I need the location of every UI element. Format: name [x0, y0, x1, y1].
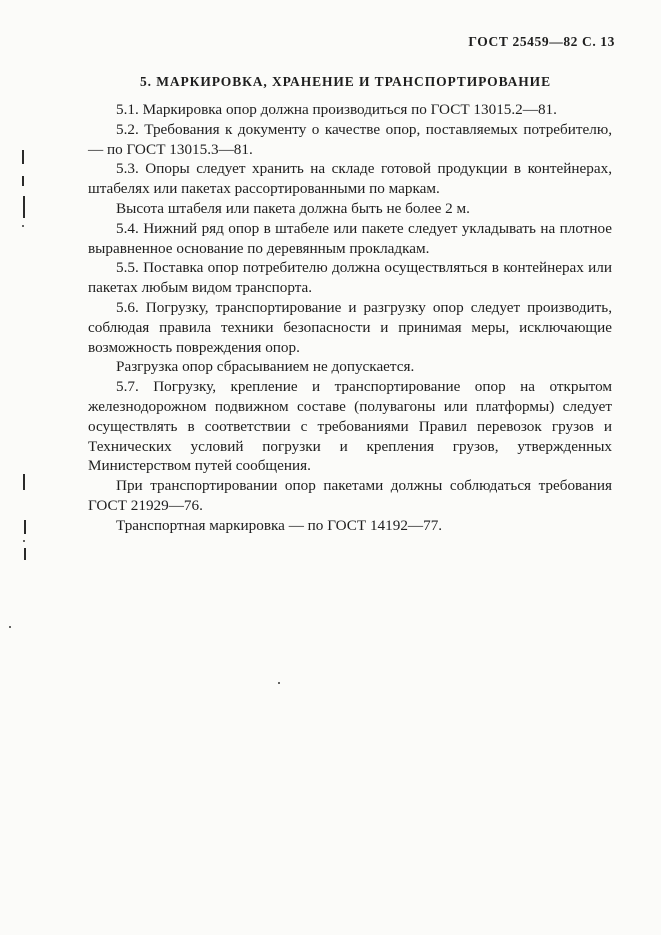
scan-mark: [23, 474, 25, 490]
paragraph-5-1: 5.1. Маркировка опор должна производиться по ГОСТ 13015.2—81.: [116, 101, 557, 118]
paragraph-5-4: 5.4. Нижний ряд опор в штабеле или пакете следует укладывать на плотное выравненное основание по деревянным прокладкам.: [88, 219, 612, 257]
scan-mark: [22, 176, 24, 186]
scan-mark: [23, 196, 25, 218]
paragraph-stack-height: Высота штабеля или пакета должна быть не более 2 м.: [116, 199, 470, 217]
paragraph-5-3: 5.3. Опоры следует хранить на складе готовой продукции в контейнерах, штабелях или пакетах рассортированными по маркам.: [88, 160, 612, 198]
scan-dot: [278, 682, 280, 684]
scan-mark: [22, 150, 24, 164]
scan-mark: [24, 520, 26, 534]
paragraph-packages: При транспортировании опор пакетами должны соблюдаться требования ГОСТ 21929—76.: [88, 477, 612, 514]
scan-dot: [23, 540, 25, 542]
paragraph-5-7: 5.7. Погрузку, крепление и транспортирование опор на открытом железнодорожном подвижном составе (полувагоны или платформы) следует осуществлять в соответствии с требованиями Правил перевозок грузов и Технических условий погрузки и крепления грузов, утвержденных Министерством путей сообщения.: [88, 378, 612, 475]
scan-dot: [9, 626, 11, 628]
paragraph-5-2: 5.2. Требования к документу о качестве опор, поставляемых потребителю, — по ГОСТ 13015.3—81.: [88, 120, 612, 158]
paragraph-5-5: 5.5. Поставка опор потребителю должна осуществляться в контейнерах или пакетах любым видом транспорта.: [88, 259, 612, 297]
scan-dot: [22, 225, 24, 227]
scan-mark: [24, 548, 26, 560]
section-title: 5. МАРКИРОВКА, ХРАНЕНИЕ И ТРАНСПОРТИРОВАНИЕ: [140, 74, 551, 89]
paragraph-5-6: 5.6. Погрузку, транспортирование и разгрузку опор следует производить, соблюдая правила техники безопасности и принимая меры, исключающие возможность повреждения опор.: [88, 298, 612, 356]
paragraph-unloading: Разгрузка опор сбрасыванием не допускается.: [116, 358, 415, 376]
page-header: ГОСТ 25459—82 С. 13: [468, 34, 615, 49]
paragraph-transport-marking: Транспортная маркировка — по ГОСТ 14192—77.: [116, 516, 443, 534]
section-body: [88, 100, 612, 536]
